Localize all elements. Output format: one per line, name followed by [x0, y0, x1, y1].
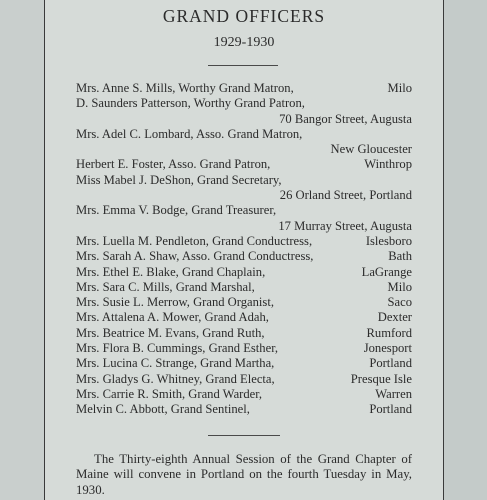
- officer-place: Islesboro: [365, 233, 412, 248]
- officer-place: Jonesport: [363, 341, 412, 356]
- adjacent-page-edge: [444, 0, 487, 500]
- officer-name: Mrs. Anne S. Mills, Worthy Grand Matron,: [76, 81, 294, 95]
- officer-name: Mrs. Carrie R. Smith, Grand Warder,: [76, 386, 263, 401]
- officer-row: [76, 310, 412, 325]
- term-years: 1929-1930: [213, 35, 275, 50]
- officer-place: Saco: [387, 295, 412, 310]
- officer-row: [76, 356, 412, 371]
- officer-name: Mrs. Gladys G. Whitney, Grand Electa,: [76, 371, 275, 386]
- officer-place: Rumford: [366, 325, 412, 340]
- divider-bottom: [208, 435, 280, 436]
- officer-place: LaGrange: [361, 264, 412, 279]
- officer-place: Dexter: [377, 310, 412, 325]
- document-page: [44, 0, 444, 500]
- officer-row: [76, 203, 412, 218]
- officer-name: Mrs. Susie L. Merrow, Grand Organist,: [76, 295, 274, 310]
- officer-row: [76, 326, 412, 341]
- officer-row: [76, 173, 412, 188]
- officer-name: Mrs. Beatrice M. Evans, Grand Ruth,: [76, 325, 265, 340]
- officer-place: Warren: [375, 386, 412, 401]
- page-title: GRAND OFFICERS: [162, 6, 326, 26]
- officer-address: 26 Orland Street, Portland: [279, 188, 412, 203]
- officer-address: 17 Murray Street, Augusta: [278, 218, 412, 233]
- officer-row: [76, 157, 412, 172]
- officer-place: Bath: [388, 249, 412, 264]
- officer-name: Mrs. Luella M. Pendleton, Grand Conductress,: [76, 233, 313, 248]
- officer-row: [76, 249, 412, 264]
- officer-place: Milo: [387, 279, 412, 294]
- officer-place: Portland: [369, 356, 412, 371]
- officer-place: Presque Isle: [350, 371, 412, 386]
- officer-name: Mrs. Adel C. Lombard, Asso. Grand Matron,: [76, 126, 303, 141]
- officer-row: [76, 402, 412, 417]
- officer-row: [76, 372, 412, 387]
- officer-address: New Gloucester: [330, 142, 412, 157]
- officer-name: D. Saunders Patterson, Worthy Grand Patron,: [76, 96, 305, 111]
- officer-row: [76, 127, 412, 142]
- session-note: The Thirty-eighth Annual Session of the Grand Chapter of Maine will convene in Portland on the fourth Tuesday in May, 1930.: [76, 452, 412, 497]
- officer-name: Mrs. Lucina C. Strange, Grand Martha,: [76, 356, 275, 371]
- officer-name: Miss Mabel J. DeShon, Grand Secretary,: [76, 172, 282, 187]
- divider-top: [208, 65, 278, 66]
- officer-name: Mrs. Emma V. Bodge, Grand Treasurer,: [76, 203, 277, 218]
- officer-row: [76, 81, 412, 96]
- officer-address: 70 Bangor Street, Augusta: [279, 111, 412, 126]
- officer-row: [76, 295, 412, 310]
- officers-list: [76, 81, 412, 418]
- officer-name: Melvin C. Abbott, Grand Sentinel,: [76, 402, 250, 417]
- officer-place: Winthrop: [364, 157, 412, 172]
- officer-name: Mrs. Attalena A. Mower, Grand Adah,: [76, 310, 269, 325]
- officer-place: Milo: [387, 81, 412, 95]
- officer-row: [76, 234, 412, 249]
- officer-row: [76, 280, 412, 295]
- officer-name: Herbert E. Foster, Asso. Grand Patron,: [76, 157, 271, 172]
- officer-name: Mrs. Ethel E. Blake, Grand Chaplain,: [76, 264, 266, 279]
- officer-row: [76, 341, 412, 356]
- officer-name: Mrs. Sarah A. Shaw, Asso. Grand Conductress,: [76, 249, 314, 264]
- officer-row: [76, 96, 412, 111]
- officer-name: Mrs. Sara C. Mills, Grand Marshal,: [76, 279, 255, 294]
- officer-name: Mrs. Flora B. Cummings, Grand Esther,: [76, 341, 279, 356]
- officer-place: Portland: [369, 402, 412, 417]
- officer-row: [76, 265, 412, 280]
- officer-row: [76, 387, 412, 402]
